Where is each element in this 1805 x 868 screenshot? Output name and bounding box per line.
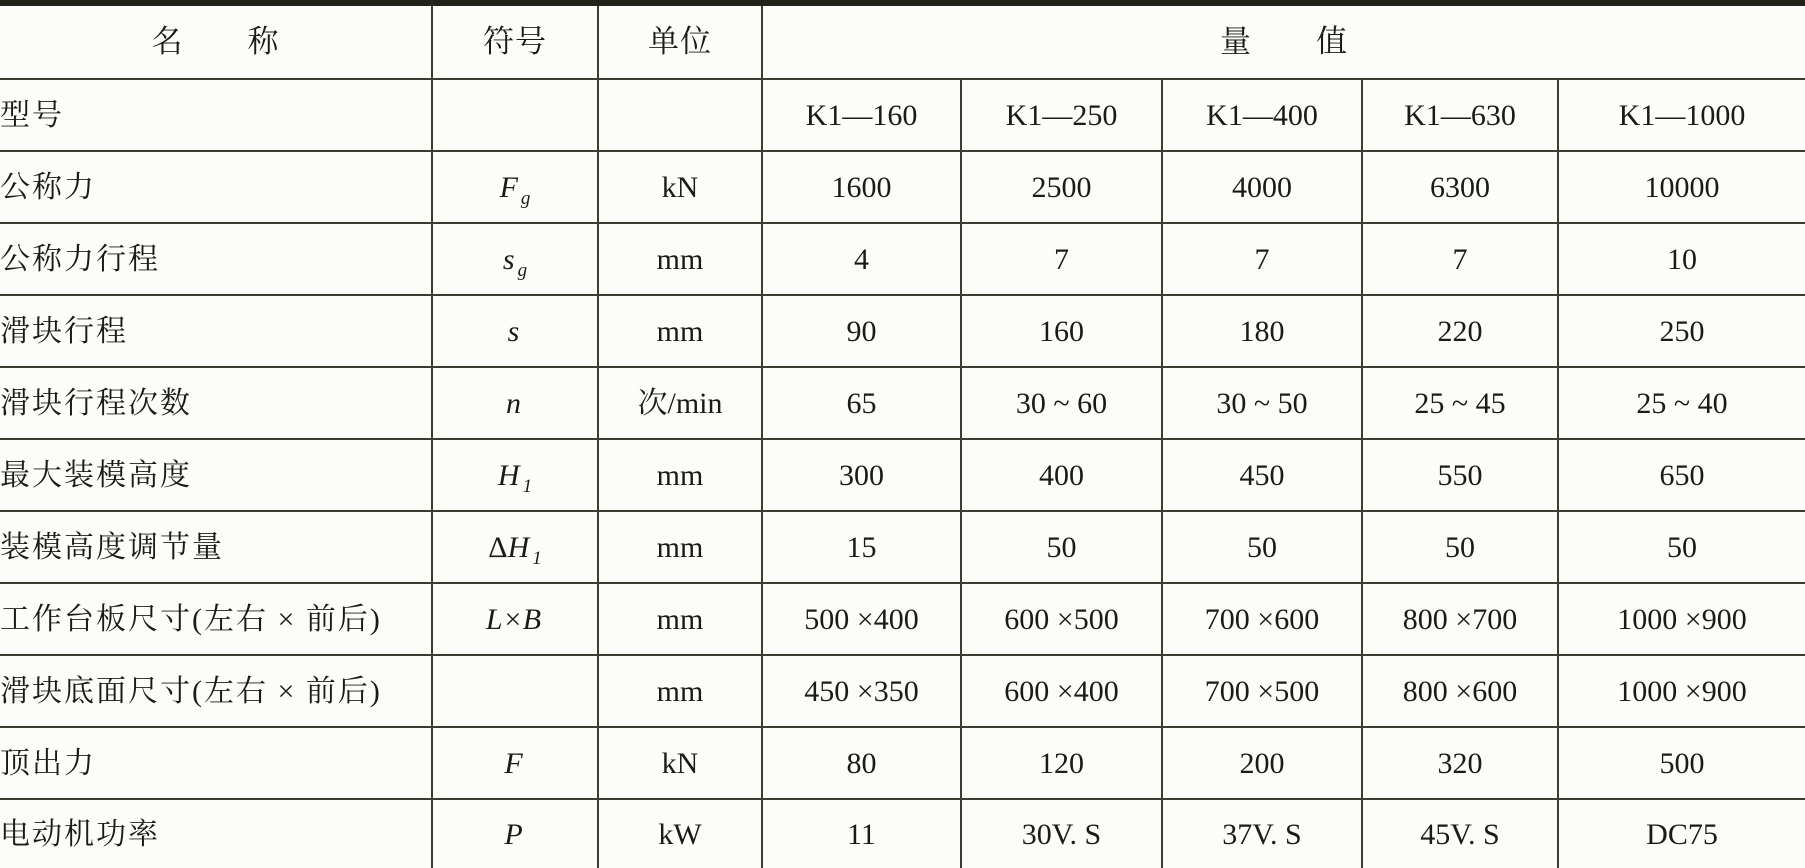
value-cell: 4 [762, 223, 961, 295]
symbol-cell [432, 439, 598, 511]
value-cell: 300 [762, 439, 961, 511]
unit-cell: mm [598, 439, 762, 511]
value-cell: 50 [1558, 511, 1805, 583]
symbol-cell [432, 511, 598, 583]
unit-cell: 次/min [598, 367, 762, 439]
value-cell: 45V. S [1362, 799, 1558, 868]
value-cell: 7 [1362, 223, 1558, 295]
value-cell: K1—400 [1162, 79, 1362, 151]
value-cell: K1—160 [762, 79, 961, 151]
value-cell: 30V. S [961, 799, 1162, 868]
value-cell: 220 [1362, 295, 1558, 367]
row-name: 滑块行程次数 [0, 367, 432, 439]
symbol-main: H [497, 458, 520, 492]
value-cell: 200 [1162, 727, 1362, 799]
value-cell: 50 [1362, 511, 1558, 583]
table-row-worktable-size [0, 583, 1805, 655]
symbol-cell [432, 367, 598, 439]
symbol-main: P [504, 817, 523, 851]
symbol-cell [432, 295, 598, 367]
unit-cell: kN [598, 727, 762, 799]
table-row-max-die-height [0, 439, 1805, 511]
row-name: 工作台板尺寸(左右 × 前后) [0, 583, 432, 655]
row-name: 公称力行程 [0, 223, 432, 295]
symbol-prefix: Δ [488, 530, 508, 564]
value-cell: 65 [762, 367, 961, 439]
symbol-main: s [502, 242, 515, 276]
value-cell: 160 [961, 295, 1162, 367]
value-cell: 11 [762, 799, 961, 868]
table-row-motor-power [0, 799, 1805, 868]
header-symbol: 符号 [432, 3, 598, 79]
unit-cell: kW [598, 799, 762, 868]
table-row-strokes-per-min [0, 367, 1805, 439]
value-cell: 320 [1362, 727, 1558, 799]
symbol-subscript: 1 [522, 475, 533, 497]
value-cell: 650 [1558, 439, 1805, 511]
symbol-cell [432, 583, 598, 655]
value-cell: 7 [961, 223, 1162, 295]
row-name: 顶出力 [0, 727, 432, 799]
symbol-cell [432, 727, 598, 799]
value-cell: 10000 [1558, 151, 1805, 223]
symbol-main: s [507, 314, 520, 348]
value-cell: 30 ~ 60 [961, 367, 1162, 439]
symbol-subscript: g [517, 259, 528, 281]
table-row-die-height-adjustment [0, 511, 1805, 583]
table-row-slide-stroke [0, 295, 1805, 367]
table-row-nominal-force [0, 151, 1805, 223]
value-cell: 37V. S [1162, 799, 1362, 868]
unit-cell: mm [598, 583, 762, 655]
value-cell: 180 [1162, 295, 1362, 367]
unit-cell: mm [598, 511, 762, 583]
value-cell: 700 ×600 [1162, 583, 1362, 655]
value-cell: 25 ~ 40 [1558, 367, 1805, 439]
value-cell: 450 [1162, 439, 1362, 511]
symbol-main: n [506, 386, 521, 420]
value-cell: K1—250 [961, 79, 1162, 151]
table-row-nominal-force-stroke [0, 223, 1805, 295]
value-cell: 90 [762, 295, 961, 367]
value-cell: 250 [1558, 295, 1805, 367]
value-cell: 4000 [1162, 151, 1362, 223]
value-cell: 25 ~ 45 [1362, 367, 1558, 439]
value-cell: 50 [1162, 511, 1362, 583]
symbol-cell [432, 151, 598, 223]
header-name: 名 称 [0, 3, 432, 79]
value-cell: 600 ×400 [961, 655, 1162, 727]
table-row-slide-bottom-size [0, 655, 1805, 727]
value-cell: 7 [1162, 223, 1362, 295]
value-cell: 450 ×350 [762, 655, 961, 727]
value-cell: 1600 [762, 151, 961, 223]
row-name: 装模高度调节量 [0, 511, 432, 583]
row-name: 电动机功率 [0, 799, 432, 868]
value-cell: 10 [1558, 223, 1805, 295]
table-row-ejection-force [0, 727, 1805, 799]
value-cell: 2500 [961, 151, 1162, 223]
value-cell: 800 ×700 [1362, 583, 1558, 655]
table-row-model [0, 79, 1805, 151]
symbol-subscript: 1 [532, 547, 542, 569]
value-cell: 500 [1558, 727, 1805, 799]
value-cell: 6300 [1362, 151, 1558, 223]
value-cell: 50 [961, 511, 1162, 583]
value-cell: 30 ~ 50 [1162, 367, 1362, 439]
symbol-cell [432, 799, 598, 868]
value-cell: 800 ×600 [1362, 655, 1558, 727]
symbol-main: F [504, 746, 523, 780]
value-cell: K1—1000 [1558, 79, 1805, 151]
value-cell: 600 ×500 [961, 583, 1162, 655]
symbol-cell [432, 79, 598, 151]
value-cell: 1000 ×900 [1558, 655, 1805, 727]
value-cell: 400 [961, 439, 1162, 511]
value-cell: K1—630 [1362, 79, 1558, 151]
header-unit: 单位 [598, 3, 762, 79]
symbol-cell [432, 655, 598, 727]
value-cell: 550 [1362, 439, 1558, 511]
value-cell: 120 [961, 727, 1162, 799]
unit-cell: mm [598, 295, 762, 367]
symbol-main: F [499, 170, 518, 204]
header-value: 量 值 [762, 3, 1805, 79]
unit-cell: mm [598, 223, 762, 295]
value-cell: 700 ×500 [1162, 655, 1362, 727]
value-cell: DC75 [1558, 799, 1805, 868]
row-name: 最大装模高度 [0, 439, 432, 511]
row-name: 滑块行程 [0, 295, 432, 367]
row-name: 滑块底面尺寸(左右 × 前后) [0, 655, 432, 727]
unit-cell [598, 79, 762, 151]
symbol-subscript: g [520, 187, 531, 209]
symbol-cell [432, 223, 598, 295]
unit-cell: kN [598, 151, 762, 223]
row-name: 公称力 [0, 151, 432, 223]
symbol-main: L×B [485, 602, 542, 636]
value-cell: 500 ×400 [762, 583, 961, 655]
value-cell: 1000 ×900 [1558, 583, 1805, 655]
row-name: 型号 [0, 79, 432, 151]
symbol-main: H [507, 530, 530, 564]
value-cell: 80 [762, 727, 961, 799]
table-header-row [0, 3, 1805, 79]
value-cell: 15 [762, 511, 961, 583]
unit-cell: mm [598, 655, 762, 727]
